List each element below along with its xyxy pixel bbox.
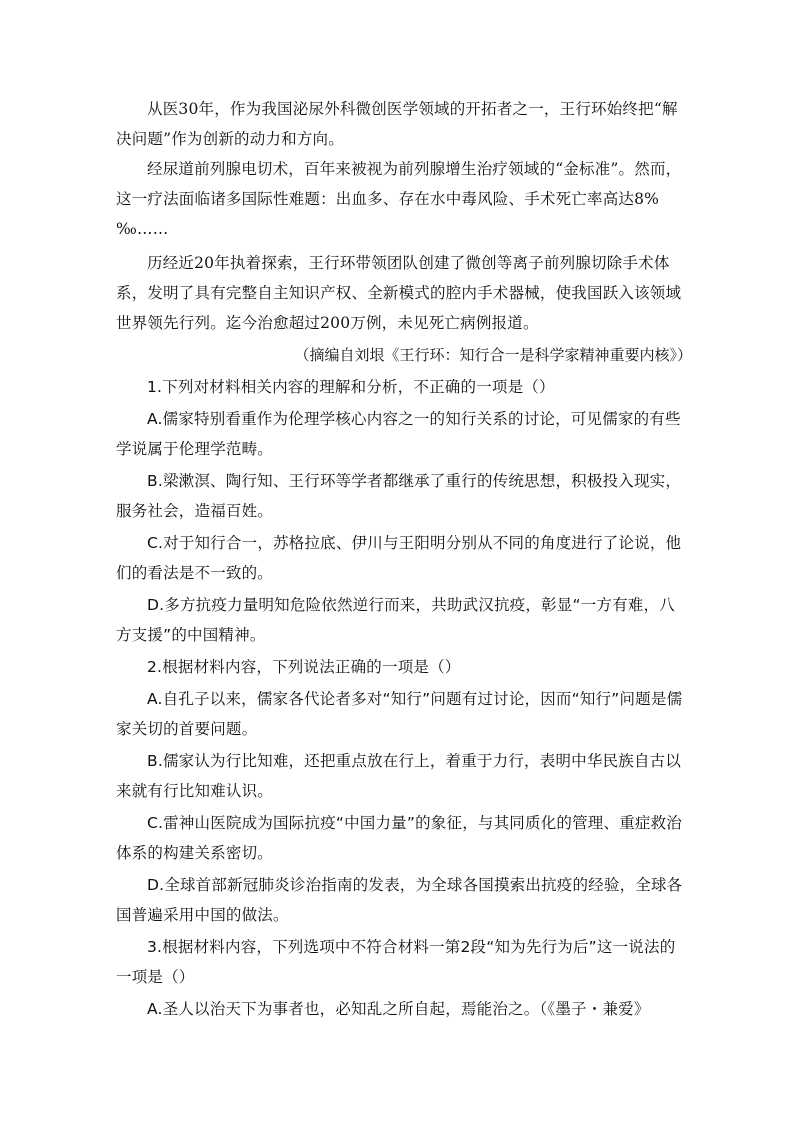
question-2-option-d: D.全球首部新冠肺炎诊治指南的发表，为全球各国摸索出抗疫的经验，全球各国普遍采用中国的做法。: [116, 876, 683, 924]
question-2-stem: 2.根据材料内容，下列说法正确的一项是（）: [147, 658, 461, 676]
question-3-stem: 3.根据材料内容，下列选项中不符合材料一第2段“知为先行为后”这一说法的一项是（）: [116, 938, 676, 986]
question-1-option-d: D.多方抗疫力量明知危险依然逆行而来，共助武汉抗疫，彰显“一方有难，八方支援”的中国精神。: [116, 596, 675, 644]
question-1-option-b: B.梁漱溟、陶行知、王行环等学者都继承了重行的传统思想，积极投入现实，服务社会，造福百姓。: [116, 472, 682, 520]
question-2-option-a: A.自孔子以来，儒家各代论者多对“知行”问题有过讨论，因而“知行”问题是儒家关切的首要问题。: [116, 690, 683, 738]
article-paragraph-3: 历经近20年执着探索，王行环带领团队创建了微创等离子前列腺切除手术体系，发明了具有完整自主知识产权、全新模式的腔内手术器械，使我国跃入该领域世界领先行列。迄今治愈超过200万例，未见死亡病例报道。: [116, 254, 682, 332]
question-1-option-c: C.对于知行合一，苏格拉底、伊川与王阳明分别从不同的角度进行了论说，他们的看法是不一致的。: [116, 534, 682, 582]
article-paragraph-1: 从医30年，作为我国泌尿外科微创医学领域的开拓者之一，王行环始终把“解决问题”作为创新的动力和方向。: [116, 100, 678, 148]
article-paragraph-2: 经尿道前列腺电切术，百年来被视为前列腺增生治疗领域的“金标准”。然而，这一疗法面临诸多国际性难题：出血多、存在水中毒风险、手术死亡率高达8%‰……: [116, 160, 682, 238]
article-source: （摘编自刘垠《王行环：知行合一是科学家精神重要内核》）: [294, 346, 692, 364]
question-2-option-b: B.儒家认为行比知难，还把重点放在行上，着重于力行，表明中华民族自古以来就有行比知难认识。: [116, 752, 682, 800]
question-3-option-a: A.圣人以治天下为事者也，必知乱之所自起，焉能治之。（《墨子・兼爱》: [147, 1000, 650, 1018]
question-1-option-a: A.儒家特别看重作为伦理学核心内容之一的知行关系的讨论，可见儒家的有些学说属于伦理学范畴。: [116, 410, 681, 458]
question-2-option-c: C.雷神山医院成为国际抗疫“中国力量”的象征，与其同质化的管理、重症救治体系的构建关系密切。: [116, 814, 683, 862]
question-1-stem: 1.下列对材料相关内容的理解和分析，不正确的一项是（）: [147, 378, 555, 396]
